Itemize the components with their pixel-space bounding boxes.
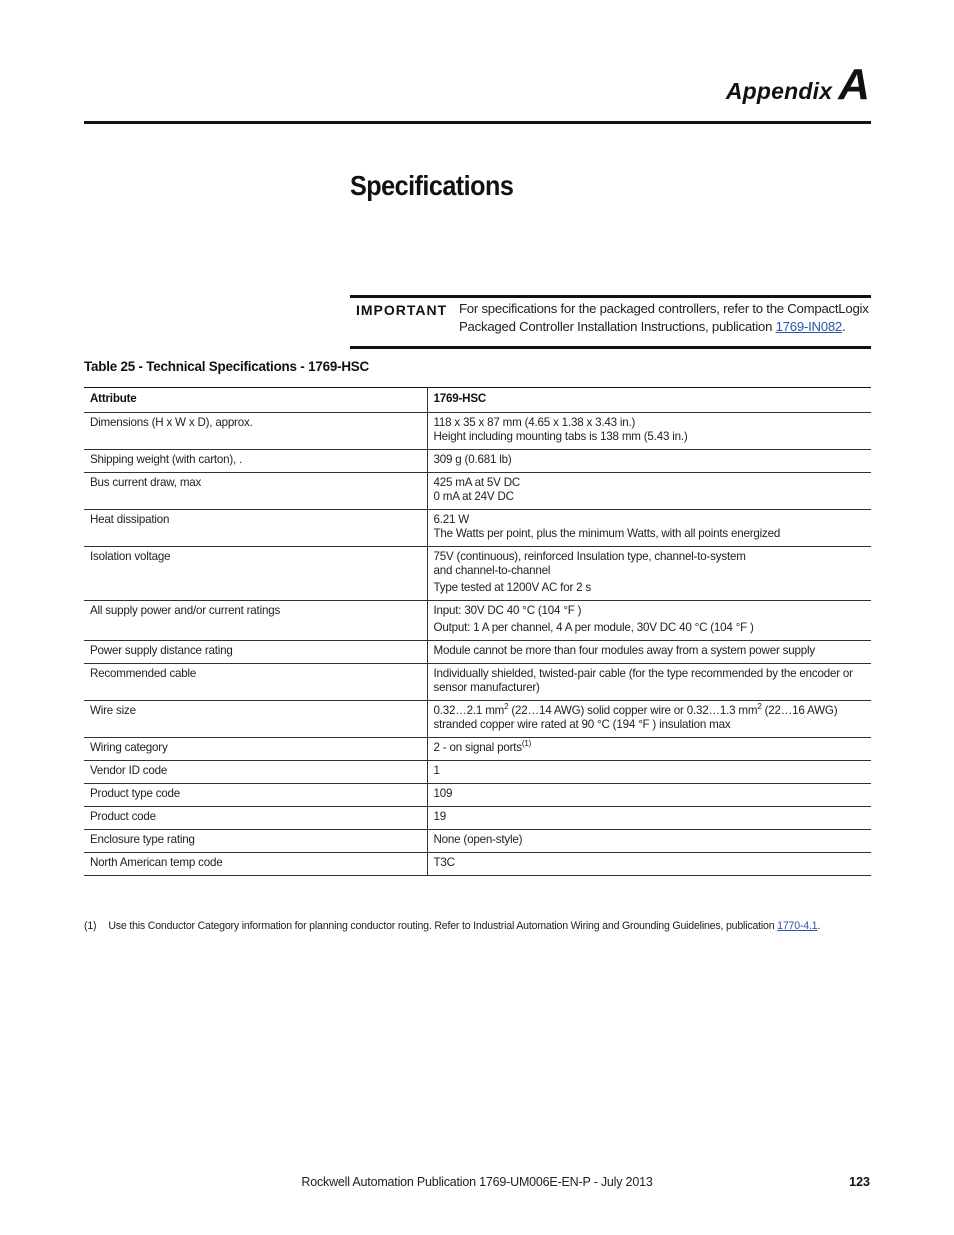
table-row: [84, 738, 871, 761]
attribute-cell: Bus current draw, max: [84, 473, 427, 510]
important-text-end: .: [842, 319, 846, 334]
important-label: IMPORTANT: [356, 302, 448, 318]
attribute-cell: Isolation voltage: [84, 547, 427, 601]
value-line: 2 - on signal ports: [433, 741, 522, 754]
table-row: [84, 853, 871, 876]
value-cell: 109: [427, 784, 871, 807]
value-line: 75V (continuous), reinforced Insulation type, channel-to-system: [433, 550, 746, 563]
table-row: [84, 807, 871, 830]
column-header-attribute: Attribute: [84, 388, 427, 413]
value-line: The Watts per point, plus the minimum Watts, with all points energized: [433, 527, 781, 540]
value-line: 118 x 35 x 87 mm (4.65 x 1.38 x 3.43 in.): [433, 416, 636, 429]
superscript: 2: [757, 702, 762, 712]
table-footnote: [84, 920, 820, 932]
attribute-cell: Wiring category: [84, 738, 427, 761]
specifications-table: [84, 387, 871, 876]
value-cell: 19: [427, 807, 871, 830]
footnote-number: (1): [84, 920, 97, 932]
wire-size-part: (22…16 AWG) stranded copper wire rated at 90 °C (194 °F ) insulation max: [433, 704, 838, 731]
attribute-cell: Enclosure type rating: [84, 830, 427, 853]
table-header-row: [84, 388, 871, 413]
value-line: 425 mA at 5V DC: [433, 476, 521, 489]
publication-link-1769-IN082[interactable]: 1769-IN082: [775, 319, 843, 334]
value-cell: [427, 738, 871, 761]
value-cell: [427, 547, 871, 601]
value-cell: [427, 413, 871, 450]
attribute-cell: Wire size: [84, 701, 427, 738]
value-line: 6.21 W: [433, 513, 470, 526]
attribute-cell: Heat dissipation: [84, 510, 427, 547]
value-line: Module cannot be more than four modules away from a system power supply: [433, 644, 815, 657]
header-rule: [84, 121, 871, 124]
table-row: [84, 664, 871, 701]
value-line: 309 g (0.681 lb): [433, 453, 512, 466]
value-line: Type tested at 1200V AC for 2 s: [433, 581, 591, 594]
attribute-cell: Product type code: [84, 784, 427, 807]
attribute-cell: Power supply distance rating: [84, 641, 427, 664]
value-line: and channel-to-channel: [433, 564, 551, 577]
page-title: Specifications: [350, 170, 514, 201]
value-cell: [427, 510, 871, 547]
value-line: 0 mA at 24V DC: [433, 490, 514, 503]
footnote-reference: (1): [521, 739, 532, 749]
value-cell: None (open-style): [427, 830, 871, 853]
value-cell: [427, 701, 871, 738]
attribute-cell: Product code: [84, 807, 427, 830]
value-cell: [427, 473, 871, 510]
table-row: [84, 450, 871, 473]
table-row: [84, 413, 871, 450]
wire-size-part: 0.32…2.1 mm: [433, 704, 505, 717]
value-line: Individually shielded, twisted-pair cable (for the type recommended by the encoder or sensor manufacturer): [433, 667, 853, 694]
attribute-cell: Recommended cable: [84, 664, 427, 701]
page-number: 123: [849, 1175, 870, 1189]
value-line: Input: 30V DC 40 °C (104 °F ): [433, 604, 582, 617]
table-row: [84, 761, 871, 784]
value-cell: T3C: [427, 853, 871, 876]
superscript: 2: [504, 702, 509, 712]
table-row: [84, 601, 871, 641]
value-cell: [427, 641, 871, 664]
attribute-cell: North American temp code: [84, 853, 427, 876]
footnote-end: .: [817, 920, 821, 932]
attribute-cell: All supply power and/or current ratings: [84, 601, 427, 641]
value-cell: 1: [427, 761, 871, 784]
table-caption: Table 25 - Technical Specifications - 1769-HSC: [84, 359, 369, 374]
important-note: [350, 295, 871, 349]
table-row: [84, 510, 871, 547]
table-row: [84, 473, 871, 510]
value-line: Height including mounting tabs is 138 mm (5.43 in.): [433, 430, 688, 443]
important-text-body: For specifications for the packaged controllers, refer to the CompactLogix Packaged Controller Installation Instructions, publication: [459, 301, 869, 334]
wire-size-part: (22…14 AWG) solid copper wire or 0.32…1.3 mm: [508, 704, 758, 717]
important-text: [459, 300, 871, 336]
attribute-cell: Vendor ID code: [84, 761, 427, 784]
table-row: [84, 830, 871, 853]
footnote-text: Use this Conductor Category information for planning conductor routing. Refer to Industrial Automation Wiring and Grounding Guidelines, publication: [108, 920, 778, 932]
attribute-cell: Dimensions (H x W x D), approx.: [84, 413, 427, 450]
value-cell: [427, 601, 871, 641]
appendix-word: Appendix: [725, 78, 833, 104]
footer-publication: Rockwell Automation Publication 1769-UM006E-EN-P - July 2013: [301, 1175, 653, 1189]
publication-link-1770-4-1[interactable]: 1770-4.1: [777, 920, 818, 932]
appendix-letter: A: [838, 60, 870, 109]
table-row: [84, 784, 871, 807]
attribute-cell: Shipping weight (with carton), .: [84, 450, 427, 473]
table-row: [84, 547, 871, 601]
value-line: Output: 1 A per channel, 4 A per module, 30V DC 40 °C (104 °F ): [433, 621, 754, 634]
appendix-heading: [726, 60, 870, 110]
value-cell: [427, 450, 871, 473]
column-header-1769-hsc: 1769-HSC: [427, 388, 871, 413]
table-row: [84, 701, 871, 738]
value-cell: [427, 664, 871, 701]
table-row: [84, 641, 871, 664]
